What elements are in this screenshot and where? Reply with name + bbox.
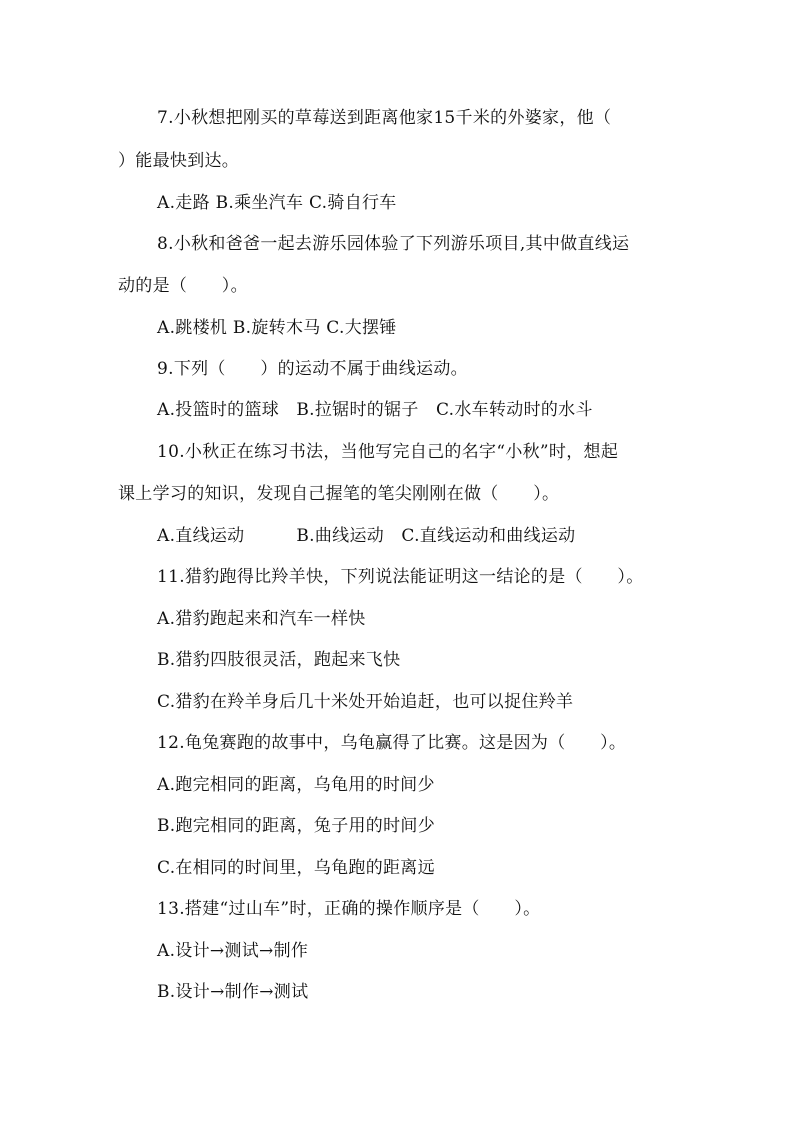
question-13-stem: 13.搭建“过山车”时，正确的操作顺序是（ ）。 xyxy=(157,899,541,919)
question-10-options: A.直线运动 B.曲线运动 C.直线运动和曲线运动 xyxy=(157,526,576,546)
question-11-stem: 11.猎豹跑得比羚羊快，下列说法能证明这一结论的是（ ）。 xyxy=(157,567,644,587)
question-8-stem-continued: 动的是（ ）。 xyxy=(118,276,248,296)
question-7-stem: 7.小秋想把刚买的草莓送到距离他家15千米的外婆家，他（ xyxy=(157,108,612,128)
question-7-options: A.走路 B.乘坐汽车 C.骑自行车 xyxy=(157,193,397,213)
question-13-option-a: A.设计→测试→制作 xyxy=(157,941,309,961)
question-11-option-b: B.猎豹四肢很灵活，跑起来飞快 xyxy=(157,650,401,670)
question-12-option-a: A.跑完相同的距离，乌龟用的时间少 xyxy=(157,775,435,795)
question-9-options: A.投篮时的篮球 B.拉锯时的锯子 C.水车转动时的水斗 xyxy=(157,400,593,420)
question-12-option-c: C.在相同的时间里，乌龟跑的距离远 xyxy=(157,858,435,878)
question-10-stem: 10.小秋正在练习书法，当他写完自己的名字“小秋”时，想起 xyxy=(157,442,619,462)
question-8-stem: 8.小秋和爸爸一起去游乐园体验了下列游乐项目,其中做直线运 xyxy=(157,234,630,254)
question-11-option-c: C.猎豹在羚羊身后几十米处开始追赶，也可以捉住羚羊 xyxy=(157,692,574,712)
question-10-stem-continued: 课上学习的知识，发现自己握笔的笔尖刚刚在做（ ）。 xyxy=(118,484,560,504)
question-8-options: A.跳楼机 B.旋转木马 C.大摆锤 xyxy=(157,318,397,338)
question-13-option-b: B.设计→制作→测试 xyxy=(157,982,309,1002)
question-12-stem: 12.龟兔赛跑的故事中，乌龟赢得了比赛。这是因为（ ）。 xyxy=(157,733,627,753)
question-9-stem: 9.下列（ ）的运动不属于曲线运动。 xyxy=(157,359,468,379)
question-7-stem-continued: ）能最快到达。 xyxy=(118,151,240,171)
question-11-option-a: A.猎豹跑起来和汽车一样快 xyxy=(157,609,366,629)
question-12-option-b: B.跑完相同的距离，兔子用的时间少 xyxy=(157,816,435,836)
